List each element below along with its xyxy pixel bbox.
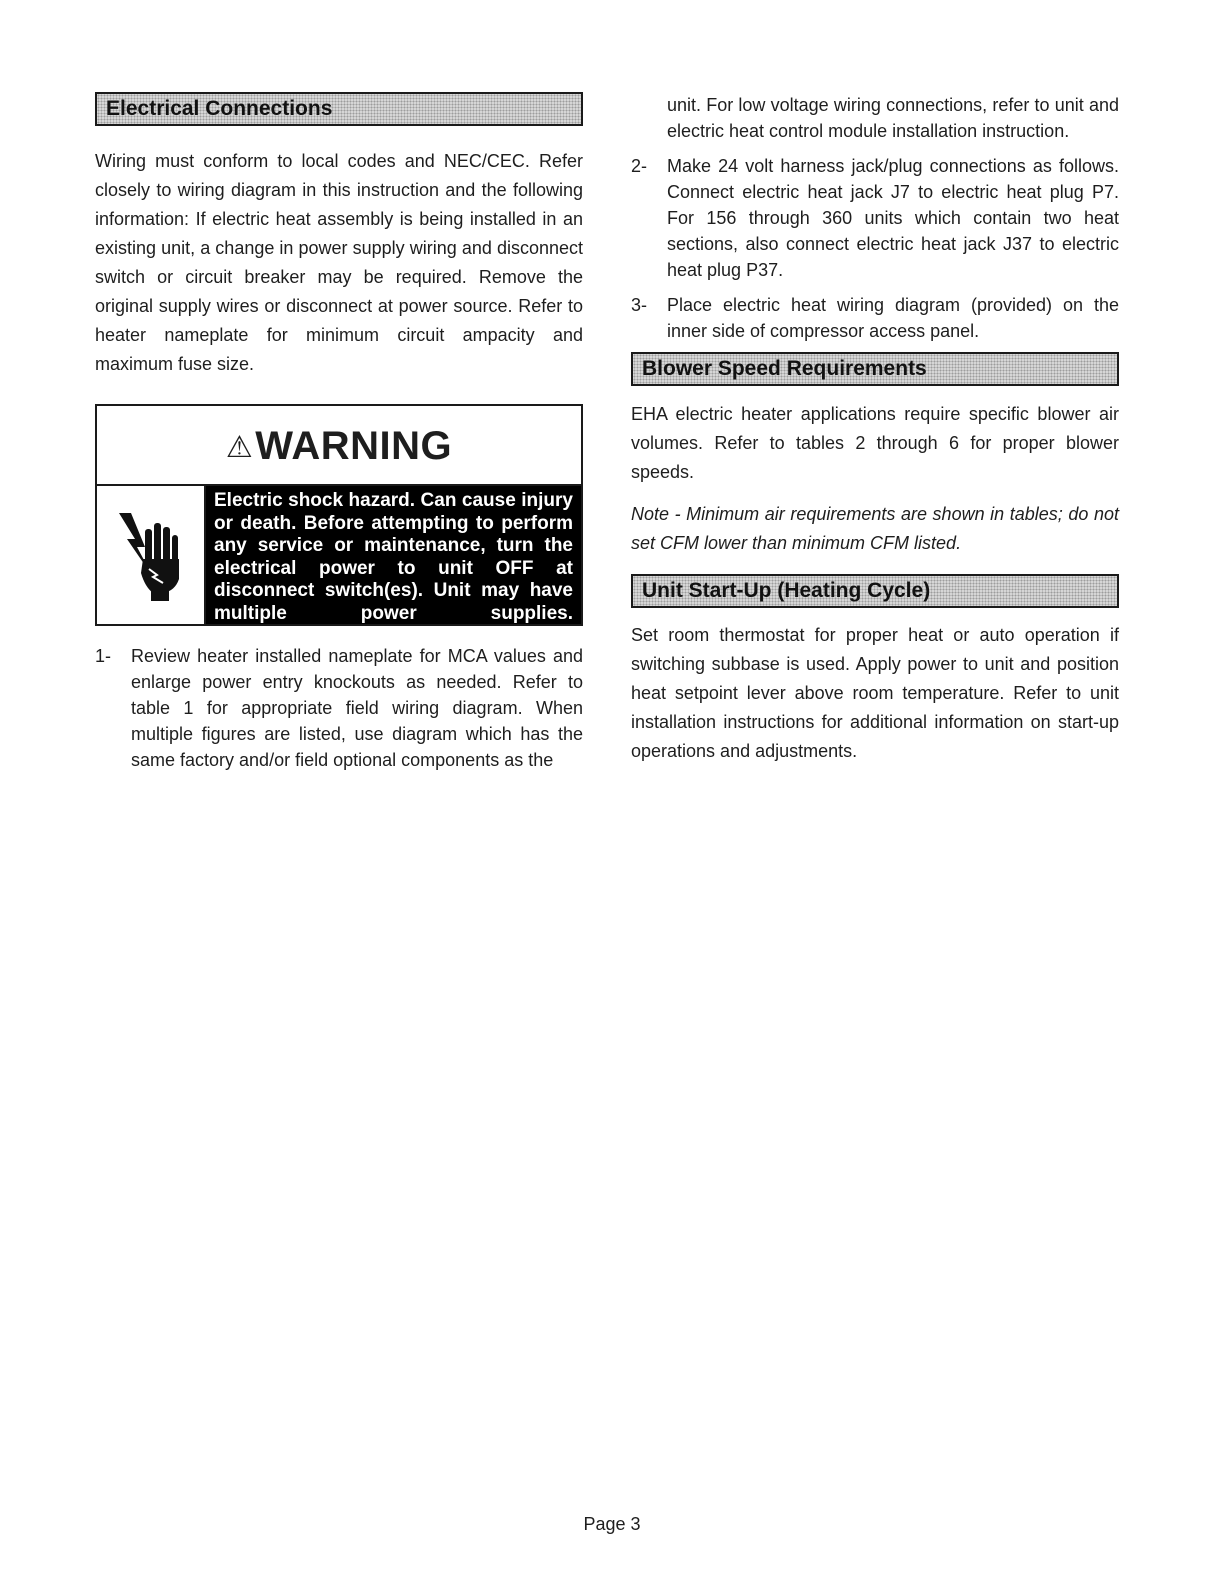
- unit-startup-paragraph: Set room thermostat for proper heat or auto operation if switching subbase is used. Apply power to unit and position heat setpoint lever above room temperature. Refer to unit installation instructions for additional information on start-up operations and adjustments.: [631, 625, 1119, 761]
- warning-message: Electric shock hazard. Can cause injury or death. Before attempting to perform any service or maintenance, turn the electrical power to unit OFF at disconnect switch(es). Unit may have multiple power supplies.: [206, 486, 581, 624]
- list-item: [95, 643, 583, 773]
- right-column: [631, 92, 1119, 766]
- steps-list-left: [95, 643, 583, 773]
- page-number: Page 3: [583, 1514, 641, 1534]
- warning-triangle-icon: ⚠: [225, 431, 254, 464]
- warning-title-text: WARNING: [255, 424, 453, 468]
- step1-continued: [631, 92, 1119, 144]
- blower-speed-header: Blower Speed Requirements: [631, 352, 1119, 386]
- step-number: 1-: [95, 646, 112, 666]
- blower-speed-paragraph: EHA electric heater applications require specific blower air volumes. Refer to tables 2 through 6 for proper blower speeds.: [631, 404, 1119, 482]
- warning-body: [97, 486, 581, 624]
- step-text: unit. For low voltage wiring connections, refer to unit and electric heat control module installation instruction.: [667, 95, 1119, 141]
- unit-startup-header: Unit Start-Up (Heating Cycle): [631, 574, 1119, 608]
- step-number: 3-: [631, 295, 648, 315]
- step-text: Review heater installed nameplate for MCA values and enlarge power entry knockouts as needed. Refer to table 1 for appropriate field wiring diagram. When multiple figures are listed, use diagram which has the same factory and/or field optional components as the: [131, 646, 583, 770]
- electrical-connections-header: Electrical Connections: [95, 92, 583, 126]
- electric-shock-hand-icon: [97, 486, 206, 624]
- warning-box: [95, 404, 583, 626]
- warning-title: [97, 406, 581, 486]
- left-column: [95, 92, 583, 773]
- electrical-connections-paragraph: Wiring must conform to local codes and NEC/CEC. Refer closely to wiring diagram in this instruction and the following information: If electric heat assembly is being installed in an existing unit, a change in power supply wiring and disconnect switch or circuit breaker may be required. Remove the original supply wires or disconnect at power source. Refer to heater nameplate for minimum circuit ampacity and maximum fuse size.: [95, 151, 583, 374]
- step-number: 2-: [631, 156, 648, 176]
- list-item: [631, 292, 1119, 344]
- blower-note: Note - Minimum air requirements are shown in tables; do not set CFM lower than minimum CFM listed.: [631, 504, 1119, 553]
- step-text: Place electric heat wiring diagram (provided) on the inner side of compressor access panel.: [667, 295, 1119, 341]
- steps-list-right: [631, 153, 1119, 344]
- list-item: [631, 153, 1119, 283]
- step-text: Make 24 volt harness jack/plug connections as follows. Connect electric heat jack J7 to electric heat plug P7. For 156 through 360 units which contain two heat sections, also connect electric heat jack J37 to electric heat plug P37.: [667, 156, 1119, 280]
